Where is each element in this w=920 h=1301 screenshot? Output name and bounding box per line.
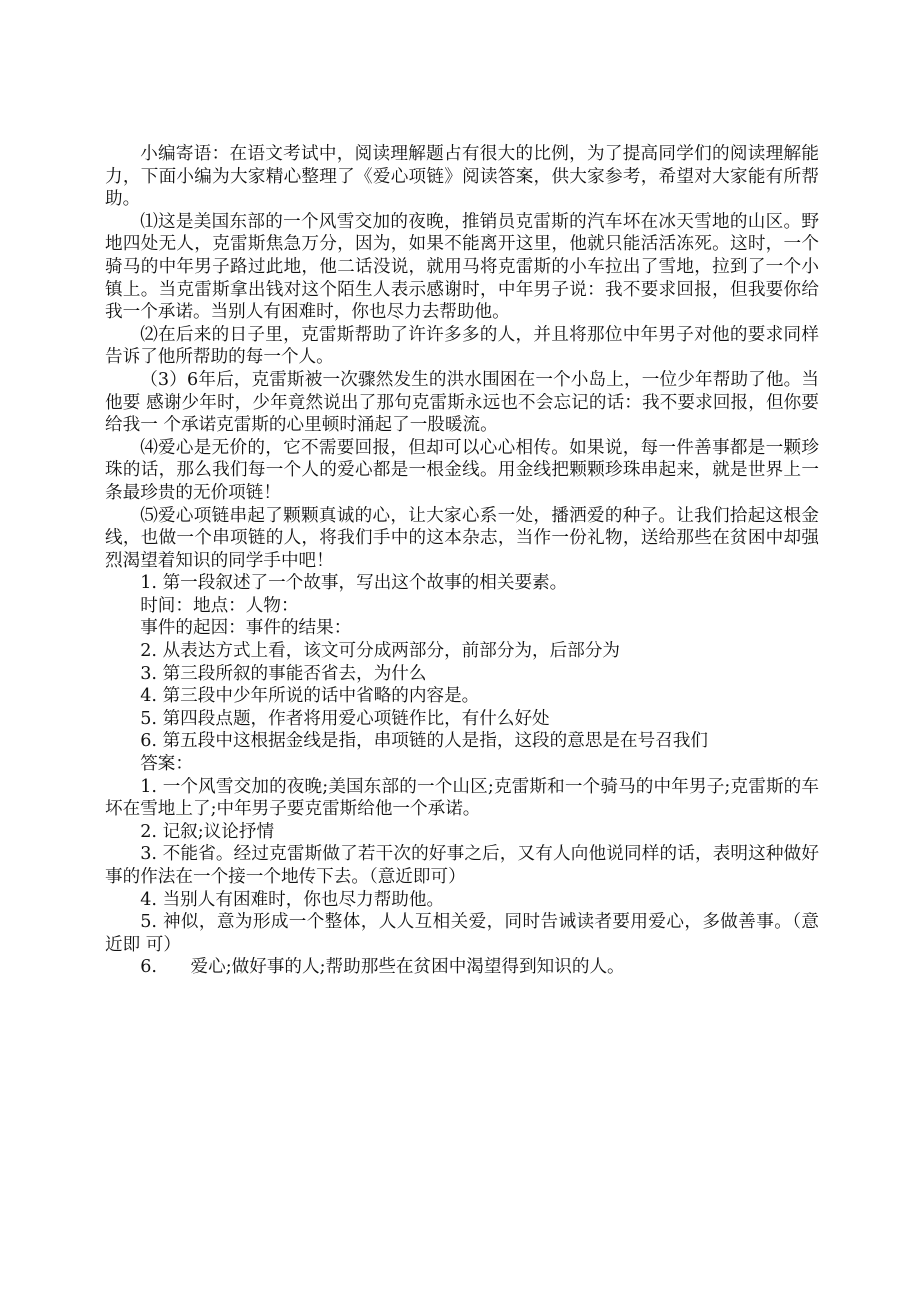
question-3: 3. 第三段所叙的事能否省去，为什么: [140, 663, 427, 684]
intro-paragraph: 小编寄语：在语文考试中，阅读理解题占有很大的比例，为了提高同学们的阅读理解能力，下面小编为大家精心整理了《爱心项链》阅读答案，供大家参考，希望对大家能有所帮助。: [105, 144, 819, 210]
question-5: 5. 第四段点题，作者将用爱心项链作比，有什么好处: [140, 708, 550, 729]
answer-5: 5. 神似，意为形成一个整体，人人互相关爱，同时告诫读者要用爱心，多做善事。（意近即 可）: [105, 912, 819, 955]
story-paragraph-4: ⑷爱心是无价的，它不需要回报，但却可以心心相传。如果说，每一件善事都是一颗珍珠的话，那么我们每一个人的爱心都是一根金线。用金线把颗颗珍珠串起来，就是世界上一条最珍贵的无价项链！: [105, 437, 819, 503]
answer-3: 3. 不能省。经过克雷斯做了若干次的好事之后，又有人向他说同样的话，表明这种做好事的作法在一个接一个地传下去。（意近即可）: [105, 844, 819, 887]
story-paragraph-2: ⑵在后来的日子里，克雷斯帮助了许许多多的人，并且将那位中年男子对他的要求同样告诉了他所帮助的每一个人。: [105, 324, 819, 368]
story-paragraph-3: （3）6年后，克雷斯被一次骤然发生的洪水围困在一个小岛上，一位少年帮助了他。当他要 感谢少年时，少年竟然说出了那句克雷斯永远也不会忘记的话：我不要求回报，但你要给我一 个承诺克雷斯的心里顿时涌起了一股暖流。: [105, 369, 819, 436]
story-paragraph-5: ⑸爱心项链串起了颗颗真诚的心，让大家心系一处，播洒爱的种子。让我们拾起这根金线，也做一个串项链的人，将我们手中的这本杂志，当作一份礼物，送给那些在贫困中却强烈渴望着知识的同学手中吧！: [105, 505, 819, 571]
question-6: 6. 第五段中这根据金线是指，串项链的人是指，这段的意思是在号召我们: [140, 731, 708, 752]
document-body: [105, 143, 819, 979]
question-1-fields-a: 时间：地点：人物：: [140, 595, 299, 616]
answers-heading: 答案：: [140, 754, 193, 775]
question-2: 2. 从表达方式上看，该文可分成两部分，前部分为，后部分为: [140, 641, 621, 662]
answer-6: 6. 爱心;做好事的人;帮助那些在贫困中渴望得到知识的人。: [140, 957, 625, 978]
story-paragraph-1: ⑴这是美国东部的一个风雪交加的夜晚，推销员克雷斯的汽车坏在冰天雪地的山区。野地四处无人，克雷斯焦急万分，因为，如果不能离开这里，他就只能活活冻死。这时，一个骑马的中年男子路过此地，他二话没说，就用马将克雷斯的小车拉出了雪地，拉到了一个小镇上。当克雷斯拿出钱对这个陌生人表示感谢时，中年男子说：我不要求回报，但我要你给我一个承诺。当别人有困难时，你也尽力去帮助他。: [105, 211, 819, 323]
question-4: 4. 第三段中少年所说的话中省略的内容是。: [140, 686, 480, 707]
answer-1: 1. 一个风雪交加的夜晚;美国东部的一个山区;克雷斯和一个骑马的中年男子;克雷斯的车坏在雪地上了;中年男子要克雷斯给他一个承诺。: [105, 776, 819, 820]
answer-4: 4. 当别人有困难时，你也尽力帮助他。: [140, 889, 445, 910]
question-1-fields-b: 事件的起因：事件的结果：: [140, 618, 352, 639]
question-1: 1. 第一段叙述了一个故事，写出这个故事的相关要素。: [140, 573, 568, 594]
answer-2: 2. 记叙;议论抒情: [140, 821, 275, 842]
